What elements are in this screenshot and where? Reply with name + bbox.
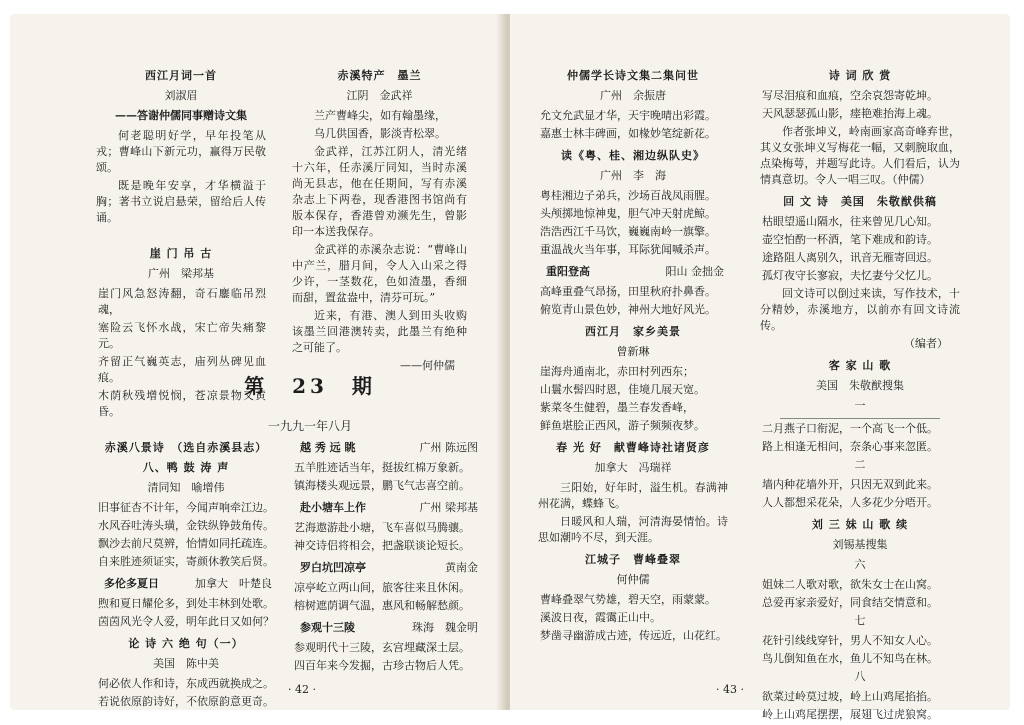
poem-line: 凉亭屹立两山间，旅客往来且休闲。 — [294, 581, 470, 594]
left-column-3 — [96, 434, 276, 712]
poem-line: 齐留正气巍英志，庙列丛碑见血痕。 — [98, 355, 266, 384]
poem-title: 赴小塘车上作 — [300, 501, 366, 514]
poem-line: 花针引线线穿针，男人不知女人心。 — [762, 634, 938, 647]
page-number: · 43 · — [716, 683, 744, 696]
poem-line: 旧事征杏不计年，今闻声响牵江边。 — [98, 501, 274, 514]
poem-line: 浩浩西江千马饮，巍巍南岭一旗擎。 — [540, 225, 716, 238]
left-column-1 — [96, 62, 266, 422]
poem-title: 江城子 曹峰叠翠 — [585, 553, 681, 566]
poem-line: 曹峰叠翠气势雄，碧天空，雨蒙蒙。 — [540, 593, 716, 606]
poem-line: 木荫秋残增悦悯，苍凉景物又黄昏。 — [98, 389, 266, 418]
article-signature: ——何仲儒 — [400, 359, 455, 372]
verse-number: 六 — [854, 558, 866, 571]
poem-line: 溪波日夜，霞霭正山中。 — [540, 611, 661, 624]
poem-line: 重温战火当年事，耳际犹闻喊杀声。 — [540, 243, 716, 256]
poem-line: 神交诗侣将相会，把盏联谈论短长。 — [294, 539, 470, 552]
poem-title: 越 秀 远 眺 — [300, 441, 356, 454]
poem-heading — [300, 440, 478, 456]
poem-title: 参观十三陵 — [300, 621, 355, 634]
poem-line: 总爱再家亲爱好，同食结交情意和。 — [762, 596, 938, 609]
poem-author: 广州 梁邦基 — [419, 501, 478, 514]
poem-author: 刘淑眉 — [164, 89, 198, 102]
poem-line: 何必依人作和诗，东成西就换成之。 — [98, 677, 274, 690]
issue-heading — [220, 370, 400, 434]
poem-line: 粤桂湘边子弟兵，沙场百战凤雨腥。 — [540, 189, 716, 202]
poem-line: 枯眼望遥山隔水，往来曾见几心知。 — [762, 215, 938, 228]
poem-line: 参观明代十三陵，玄宫埋藏深土层。 — [294, 641, 470, 654]
verse-number: 一 — [854, 399, 866, 412]
poem-title: 赤溪八景诗 （选自赤溪县志） — [104, 441, 268, 454]
poem-author: 广州 陈远图 — [419, 441, 478, 454]
poem-author: 曾新琳 — [616, 345, 650, 358]
right-page — [510, 14, 1010, 721]
poem-title: 多伦多夏日 — [104, 577, 159, 590]
right-column-1 — [538, 62, 728, 646]
poem-line: 五羊胜迹话当年，挺拔红棉万象新。 — [294, 461, 470, 474]
poem-line: 若说依原韵诗好，不依原韵意更奇。 — [98, 695, 274, 708]
commentary-paragraph: 回文诗可以倒过来读，写作技术，十分精妙，赤溪地方，以前亦有回文诗流传。 — [760, 287, 960, 332]
poem-title: 重阳登高 — [546, 265, 590, 278]
article-paragraph: 近来，有港、澳人到田头收购该墨兰回港澳转卖，此墨兰有绝种之可能了。 — [292, 309, 467, 354]
poem-author: 广州 梁邦基 — [148, 267, 214, 280]
poem-line: 头颅掷地惊神鬼，胆气冲天射虎鲸。 — [540, 207, 716, 220]
poem-line: 鸟儿倒知鱼在水，鱼儿不知鸟在林。 — [762, 652, 938, 665]
poem-line: 途路阻人离别久，讯音无雁寄回迟。 — [762, 251, 938, 264]
poem-text: 三阳始，好年时，溢生机。春满神州花满，蝶蜂飞。 — [538, 481, 728, 510]
poem-title: 回 文 诗 美国 朱敬猷供稿 — [783, 195, 937, 208]
poem-title: 崖 门 吊 古 — [149, 247, 213, 260]
poem-line: 二月燕子口衔泥，一个高飞一个低。 — [762, 422, 938, 435]
poem-line: 允文允武显才华，天宇晚晴出彩霞。 — [540, 109, 716, 122]
editor-signature: （编者） — [904, 337, 948, 350]
poem-heading — [300, 620, 478, 636]
poem-line: 山鬟水髻四时恩，佳境几展天宽。 — [540, 383, 705, 396]
divider — [780, 418, 940, 419]
poem-title: 读《粤、桂、湘边纵队史》 — [561, 149, 705, 162]
poem-line: 艺海遨游赴小塘，飞车喜似马腾骧。 — [294, 521, 470, 534]
poem-line: 塞险云飞怀水战，宋亡帝失痛黎元。 — [98, 321, 266, 350]
poem-line: 茵茵风光令人爱，明年此日又如何？ — [98, 615, 274, 628]
poem-line: 四百年来今发掘，古珍古物后人凭。 — [294, 659, 470, 672]
poem-line: 欲菜过岭莫过坡，岭上山鸡尾掐掐。 — [762, 690, 938, 703]
poem-line: 天风瑟瑟孤山影，瘗艳难抬海上魂。 — [762, 107, 938, 120]
issue-number: 第 23 期 — [244, 374, 376, 398]
poem-line: 崖海舟通南北，赤田村列西东； — [540, 365, 694, 378]
poem-text: 既是晚年安享，才华横溢于胸；著书立说启悬荣，留给后人传诵。 — [96, 179, 266, 224]
poem-line: 嘉惠士林丰碑画，如椽妙笔绽新花。 — [540, 127, 716, 140]
left-column-4 — [292, 434, 482, 676]
poem-title: 西江月 家乡美景 — [585, 325, 681, 338]
poem-heading — [546, 264, 724, 280]
poem-heading — [300, 500, 478, 516]
poem-line: 紫菜冬生健碧，墨兰春发香峰， — [540, 401, 694, 414]
poem-line: 岭上山鸡尾摆摆，展翅飞过虎狼窝。 — [762, 708, 938, 721]
poem-line: 路上相逢无相问，奈条心事来忽匿。 — [762, 440, 938, 453]
poem-author: 加拿大 冯瑞祥 — [594, 461, 672, 474]
poem-line: 镇海楼头观远景，鹏飞气志喜空前。 — [294, 479, 470, 492]
poem-line: 高峰重叠气昂扬，田里秋府扑鼻香。 — [540, 285, 716, 298]
left-column-2 — [292, 62, 467, 376]
poem-line: 乌几供国香，影淡青松翠。 — [314, 127, 446, 140]
verse-number: 二 — [854, 458, 866, 471]
poem-line: 壶空怕酌一杯酒，笔下难成和韵诗。 — [762, 233, 938, 246]
poem-title: 春 光 好 献曹峰诗社诸贤彦 — [556, 441, 710, 454]
section-title: 诗 词 欣 赏 — [828, 69, 892, 82]
poem-line: 榕树遮荫调气温，惠风和畅解愁颜。 — [294, 599, 470, 612]
poem-line: 煦和夏日耀伦多，到处丰林到处歌。 — [98, 597, 274, 610]
poem-text: 何老聪明好学，早年投笔从戎；曹峰山下新元功，赢得万民敬颂。 — [96, 129, 266, 174]
issue-date: 一九九一年八月 — [267, 419, 352, 433]
poem-author: 刘锡基搜集 — [832, 538, 888, 551]
verse-number: 七 — [854, 614, 866, 627]
poem-heading — [300, 560, 478, 576]
poem-author: 广州 余振唐 — [600, 89, 666, 102]
poem-author: 美国 朱敬猷搜集 — [816, 379, 904, 392]
poem-line: 写尽泪痕和血痕，空余哀怨寄乾坤。 — [762, 89, 938, 102]
poem-line: 姐妹二人歌对歌，欲朱女士在山窝。 — [762, 578, 938, 591]
poem-line: 墙内种花墙外开，只因无双到此来。 — [762, 478, 938, 491]
article-paragraph: 金武祥，江苏江阴人，清光绪十六年，任赤溪厅同知，当时赤溪尚无县志，他在任期间，写有赤溪杂志上下两卷，现香港图书馆尚有版本保存，香港曾劝濒先生，曾影印一本送我保存。 — [292, 145, 467, 238]
commentary-paragraph: 作者张坤义，岭南画家高奇峰弃世，其义女张坤义写梅花一幅，又刺腕取血，点染梅萼，并题写此诗。人们看后，认为情真意切。令人一唱三叹。（仲儒） — [760, 125, 960, 186]
poem-line: 崖门风急怒涛翻，奇石鏖临吊烈魂， — [98, 287, 266, 316]
poem-line: 人人都想采花朵，人多花少分唔开。 — [762, 496, 938, 509]
poem-author: 黄南金 — [445, 561, 478, 574]
poem-line: 梦凿寻幽游成古迹，传远近，山花红。 — [540, 629, 727, 642]
article-author: 江阴 金武祥 — [346, 89, 413, 102]
poem-heading — [104, 576, 272, 592]
poem-author: 美国 陈中美 — [153, 657, 219, 670]
poem-title: 论 诗 六 绝 句（一） — [128, 637, 244, 650]
poem-author: 阳山 金拙金 — [665, 265, 724, 278]
left-page — [10, 14, 505, 710]
verse-number: 八 — [854, 670, 866, 683]
poem-line: 鲜鱼堪脍正西风，游子频频夜梦。 — [540, 419, 705, 432]
poem-author: 广州 李 海 — [600, 169, 666, 182]
poem-line: 自来胜迹须证实，寄颜休教笑后贤。 — [98, 555, 274, 568]
right-column-2 — [760, 62, 960, 725]
page-number: · 42 · — [288, 683, 316, 696]
poem-author: 珠海 魏金明 — [412, 621, 478, 634]
article-paragraph: 金武祥的赤溪杂志说：“曹峰山中产兰，腊月间，令人入山采之得少许，一茎数花，色如渣墨，香细而甜，置盆盎中，清芬可玩。” — [292, 243, 467, 304]
poem-title: 西江月词一首 — [145, 69, 217, 82]
poem-line: 兰产曹峰尖，如有翰墨缘， — [314, 109, 446, 122]
poem-line: 水风吞吐涛头璜，金铁纵铮鼓角传。 — [98, 519, 274, 532]
poem-text: 日暖风和人瑞，河清海晏情怡。诗思如潮吟不尽，到天涯。 — [538, 515, 728, 544]
poem-title: 仲儒学长诗文集二集问世 — [567, 69, 699, 82]
poem-line: 飘沙去前尺莫辨，怡情如同托疏连。 — [98, 537, 274, 550]
poem-author: 何仲儒 — [616, 573, 650, 586]
poem-title: 客 家 山 歌 — [828, 359, 892, 372]
poem-title: 罗白坑凹凉亭 — [300, 561, 366, 574]
poem-author: 加拿大 叶楚良 — [195, 577, 272, 590]
article-title: 赤溪特产 墨兰 — [337, 69, 422, 82]
poem-title: 刘 三 妹 山 歌 续 — [811, 518, 909, 531]
poem-line: 俯览青山景色妙，神州大地好风光。 — [540, 303, 716, 316]
poem-author: 清同知 喻增伟 — [147, 481, 225, 494]
poem-line: 孤灯夜守长寥寂，夫忆妻兮父忆儿。 — [762, 269, 938, 282]
poem-subtitle: 八、鸭 鼓 涛 声 — [142, 461, 230, 474]
poem-subtitle: ——答谢仲儒同事赠诗文集 — [115, 109, 247, 122]
